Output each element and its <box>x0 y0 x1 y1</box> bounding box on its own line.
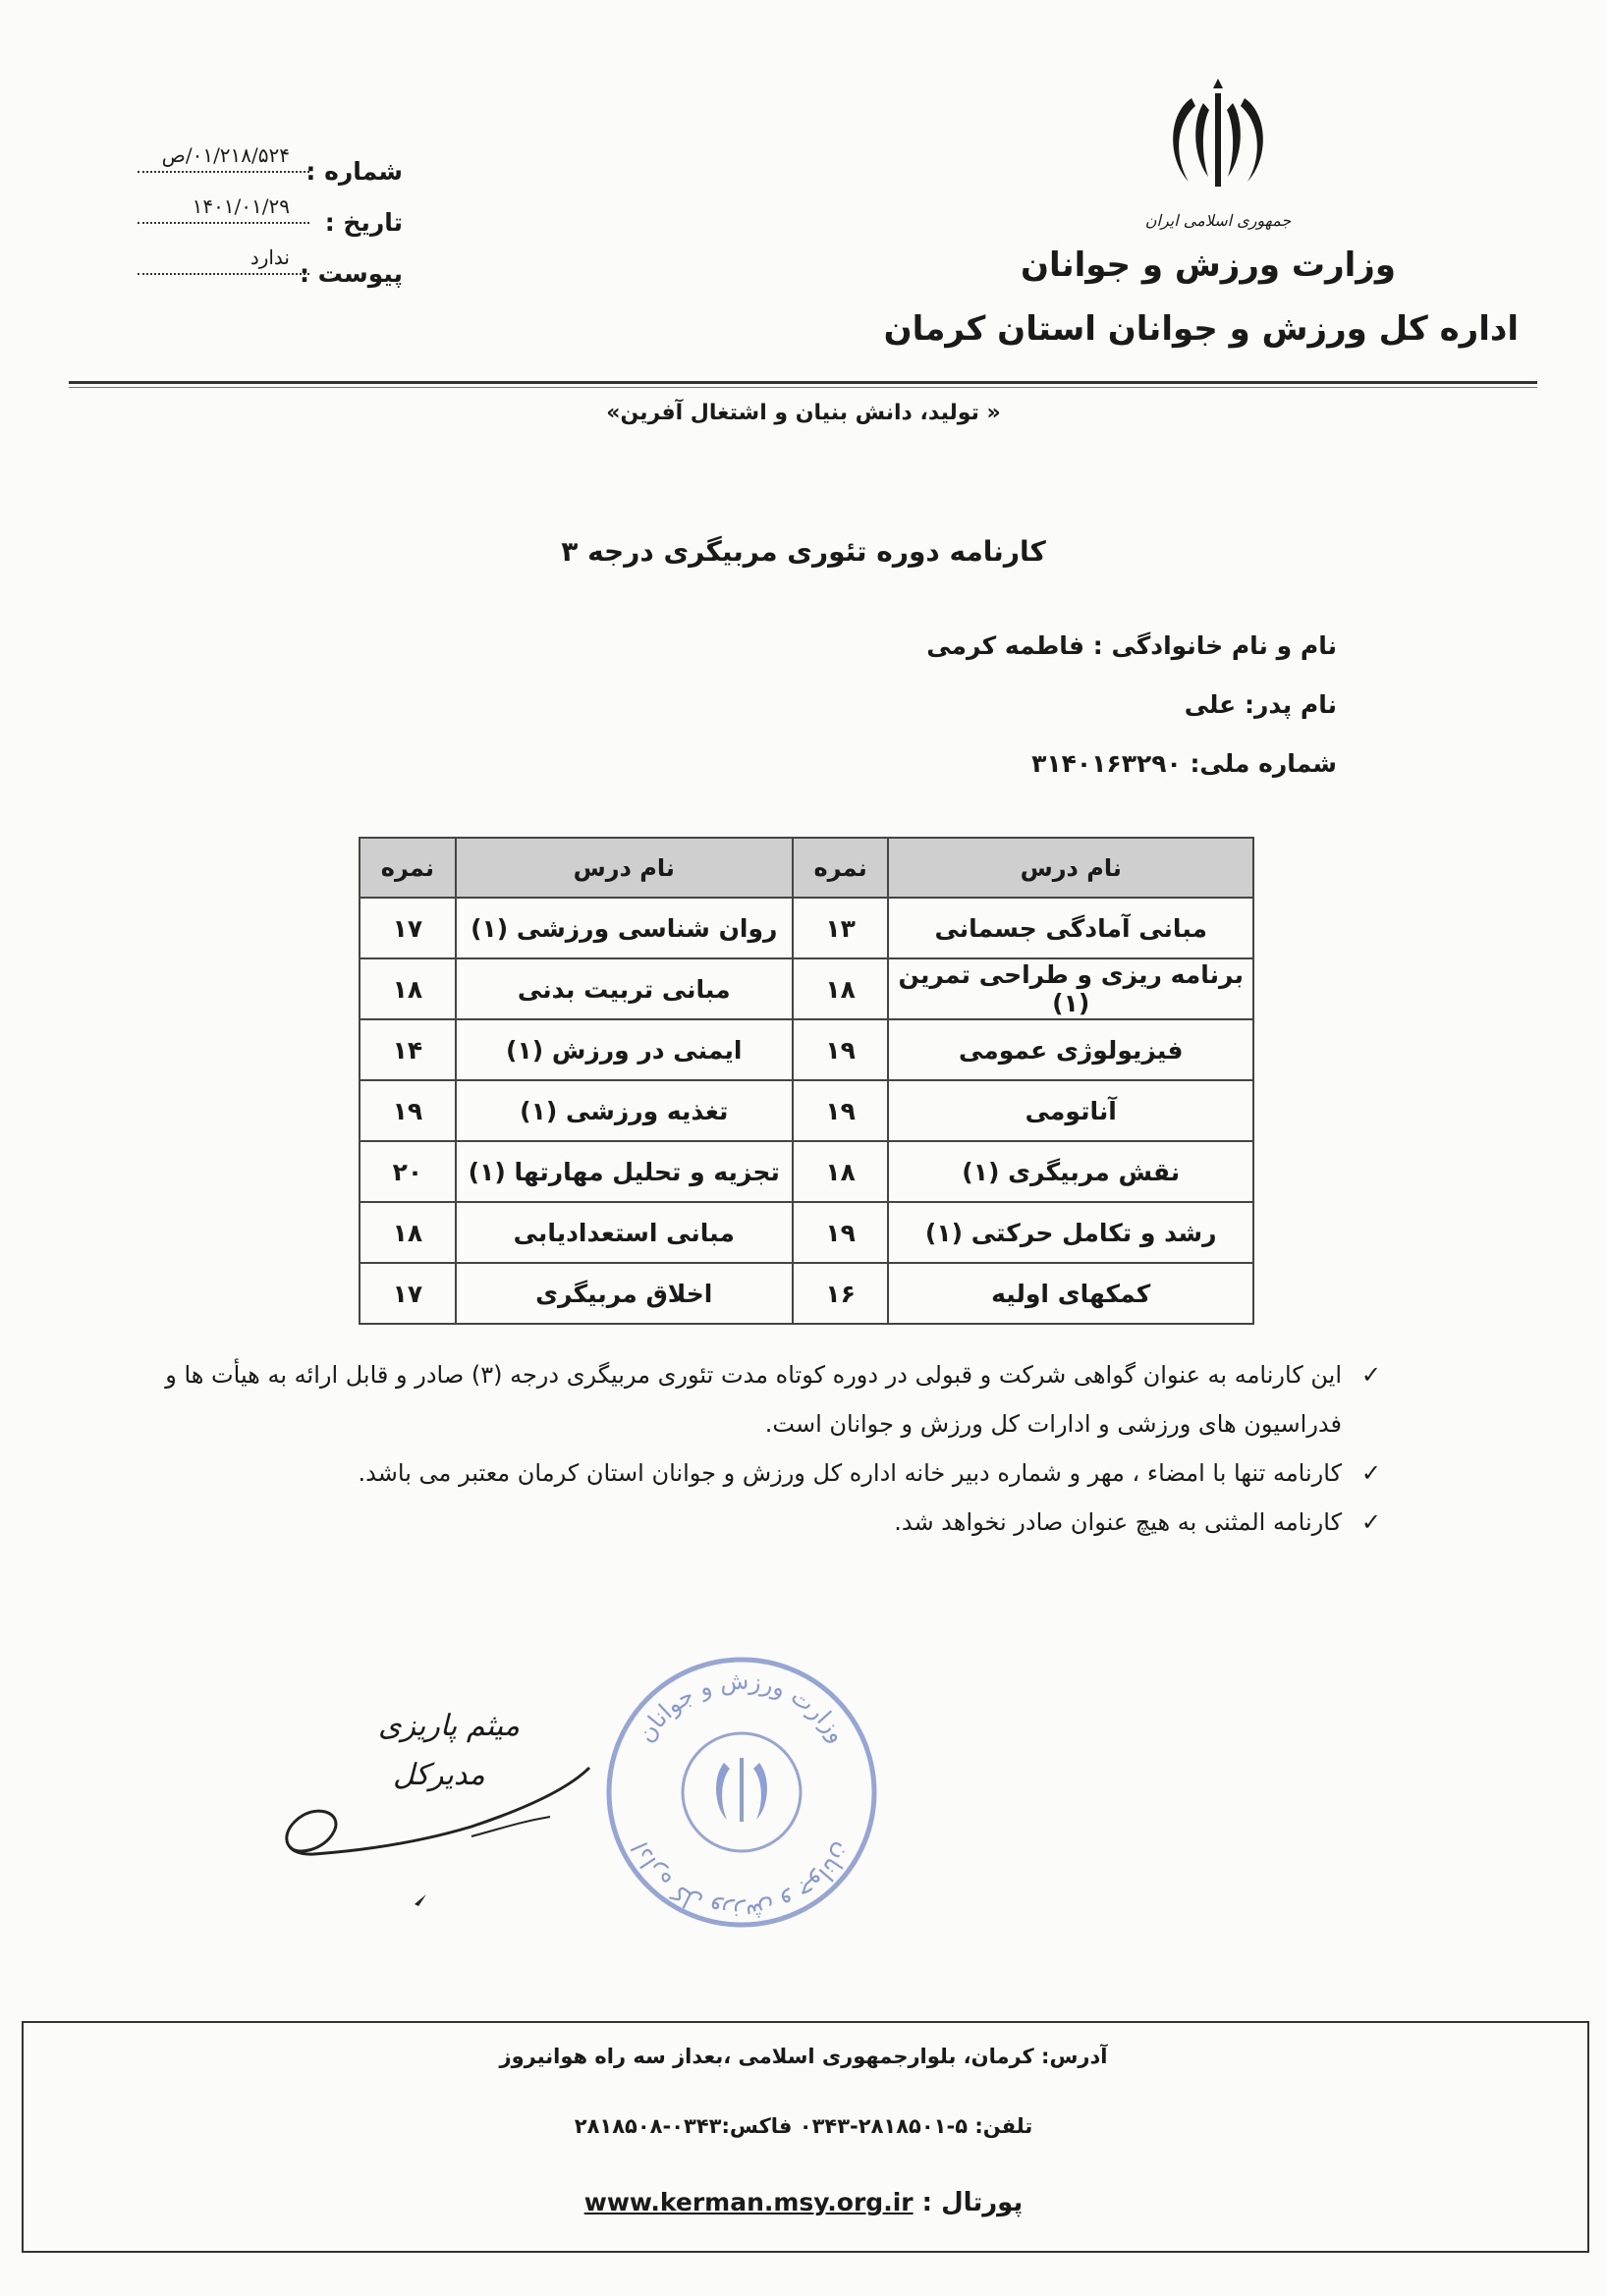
course-name-cell: رشد و تکامل حرکتی (۱) <box>888 1202 1253 1263</box>
letter-date-dots <box>138 222 309 224</box>
national-id: شماره ملی: ۳۱۴۰۱۶۳۲۹۰ <box>1031 749 1337 778</box>
father-name: نام پدر: علی <box>1184 690 1337 719</box>
signatory-name: میثم پاریزی <box>378 1709 521 1743</box>
course-name-cell: ایمنی در ورزش (۱) <box>456 1019 793 1080</box>
table-row <box>360 1202 1253 1263</box>
letter-number-value: ۰۱/۲۱۸/۵۲۴/ص <box>161 143 290 167</box>
letter-attachment-dots <box>138 273 309 275</box>
course-name-cell: فیزیولوژی عمومی <box>888 1019 1253 1080</box>
department-title: اداره کل ورزش و جوانان استان کرمان <box>883 309 1519 349</box>
grades-table <box>359 837 1254 1325</box>
score-cell: ۱۹ <box>793 1080 889 1141</box>
score-cell: ۱۸ <box>793 1141 889 1202</box>
course-name-cell: مبانی آمادگی جسمانی <box>888 898 1253 958</box>
score-cell: ۱۷ <box>360 1263 456 1324</box>
portal-label: پورتال : <box>921 2188 1024 2217</box>
course-name-cell: روان شناسی ورزشی (۱) <box>456 898 793 958</box>
header-score: نمره <box>793 838 889 898</box>
footer-phone: تلفن: ۵-۲۸۱۸۵۰۱-۰۳۴۳ فاکس:۰۳۴۳-۲۸۱۸۵۰۸ <box>574 2114 1033 2138</box>
footer-address: آدرس: کرمان، بلوارجمهوری اسلامی ،بعداز سه راه هوانیروز <box>499 2045 1108 2068</box>
notes-list <box>163 1350 1381 1547</box>
student-name: نام و نام خانوادگی : فاطمه کرمی <box>926 631 1337 660</box>
score-cell: ۱۸ <box>360 958 456 1019</box>
score-cell: ۱۸ <box>793 958 889 1019</box>
score-cell: ۱۸ <box>360 1202 456 1263</box>
handwritten-signature-icon <box>275 1758 599 1866</box>
score-cell: ۱۷ <box>360 898 456 958</box>
letter-date-label: تاریخ : <box>324 208 403 237</box>
course-name-cell: مبانی تربیت بدنی <box>456 958 793 1019</box>
letter-number-label: شماره : <box>305 157 403 186</box>
letter-date-value: ۱۴۰۱/۰۱/۲۹ <box>192 194 290 218</box>
stamp-outer-text: وزارت ورزش و جوانان <box>632 1667 853 1748</box>
course-name-cell: تغذیه ورزشی (۱) <box>456 1080 793 1141</box>
signatory-role: مدیرکل <box>393 1758 485 1792</box>
iran-emblem-icon <box>1135 79 1302 236</box>
table-header-row <box>360 838 1253 898</box>
course-name-cell: مبانی استعدادیابی <box>456 1202 793 1263</box>
note-text: کارنامه المثنی به هیچ عنوان صادر نخواهد شد. <box>894 1508 1342 1536</box>
note-item <box>163 1498 1381 1547</box>
ministry-title: وزارت ورزش و جوانان <box>1021 246 1396 285</box>
score-cell: ۱۴ <box>360 1019 456 1080</box>
official-stamp-icon <box>594 1645 889 1940</box>
course-name-cell: تجزیه و تحلیل مهارتها (۱) <box>456 1141 793 1202</box>
table-row <box>360 1019 1253 1080</box>
header-divider <box>69 381 1537 384</box>
letter-number-row <box>108 143 403 196</box>
course-name-cell: کمکهای اولیه <box>888 1263 1253 1324</box>
header-score: نمره <box>360 838 456 898</box>
course-name-cell: اخلاق مربیگری <box>456 1263 793 1324</box>
header-course-name: نام درس <box>888 838 1253 898</box>
note-text: کارنامه تنها با امضاء ، مهر و شماره دبیر خانه اداره کل ورزش و جوانان استان کرمان معتبر می باشد. <box>358 1459 1342 1487</box>
course-name-cell: آناتومی <box>888 1080 1253 1141</box>
slogan: « تولید، دانش بنیان و اشتغال آفرین» <box>606 401 1001 425</box>
letter-attachment-row <box>108 246 403 299</box>
score-cell: ۱۳ <box>793 898 889 958</box>
portal-link[interactable]: www.kerman.msy.org.ir <box>583 2188 914 2216</box>
table-row <box>360 1080 1253 1141</box>
table-row <box>360 958 1253 1019</box>
letter-number-dots <box>138 171 309 173</box>
score-cell: ۱۹ <box>360 1080 456 1141</box>
emblem-caption: جمهوری اسلامی ایران <box>1144 211 1292 230</box>
header-course-name: نام درس <box>456 838 793 898</box>
table-row <box>360 1263 1253 1324</box>
pen-mark-icon <box>411 1890 430 1910</box>
checkmark-icon: ✓ <box>1360 1459 1381 1487</box>
stamp-inner-text: اداره کل ورزش و جوانان <box>626 1837 858 1928</box>
course-name-cell: برنامه ریزی و طراحی تمرین (۱) <box>888 958 1253 1019</box>
letter-date-row <box>108 194 403 247</box>
letter-attachment-value: ندارد <box>249 246 290 269</box>
checkmark-icon: ✓ <box>1360 1361 1381 1389</box>
score-cell: ۱۶ <box>793 1263 889 1324</box>
course-name-cell: نقش مربیگری (۱) <box>888 1141 1253 1202</box>
note-item <box>163 1350 1381 1449</box>
document-title: کارنامه دوره تئوری مربیگری درجه ۳ <box>561 535 1046 568</box>
table-row <box>360 1141 1253 1202</box>
note-item <box>163 1449 1381 1498</box>
score-cell: ۱۹ <box>793 1202 889 1263</box>
header-divider-thin <box>69 387 1537 388</box>
checkmark-icon: ✓ <box>1360 1508 1381 1536</box>
score-cell: ۲۰ <box>360 1141 456 1202</box>
footer-portal <box>0 2188 1607 2217</box>
table-row <box>360 898 1253 958</box>
letter-attachment-label: پیوست : <box>299 259 403 288</box>
note-text: این کارنامه به عنوان گواهی شرکت و قبولی در دوره کوتاه مدت تئوری مربیگری درجه (۳) صادر و قابل ارائه به هیأت ها و فدراسیون های ورزشی و ادارات کل ورزش و جوانان است. <box>165 1361 1342 1438</box>
svg-text:وزارت ورزش و جوانان <box>632 1667 852 1747</box>
score-cell: ۱۹ <box>793 1019 889 1080</box>
